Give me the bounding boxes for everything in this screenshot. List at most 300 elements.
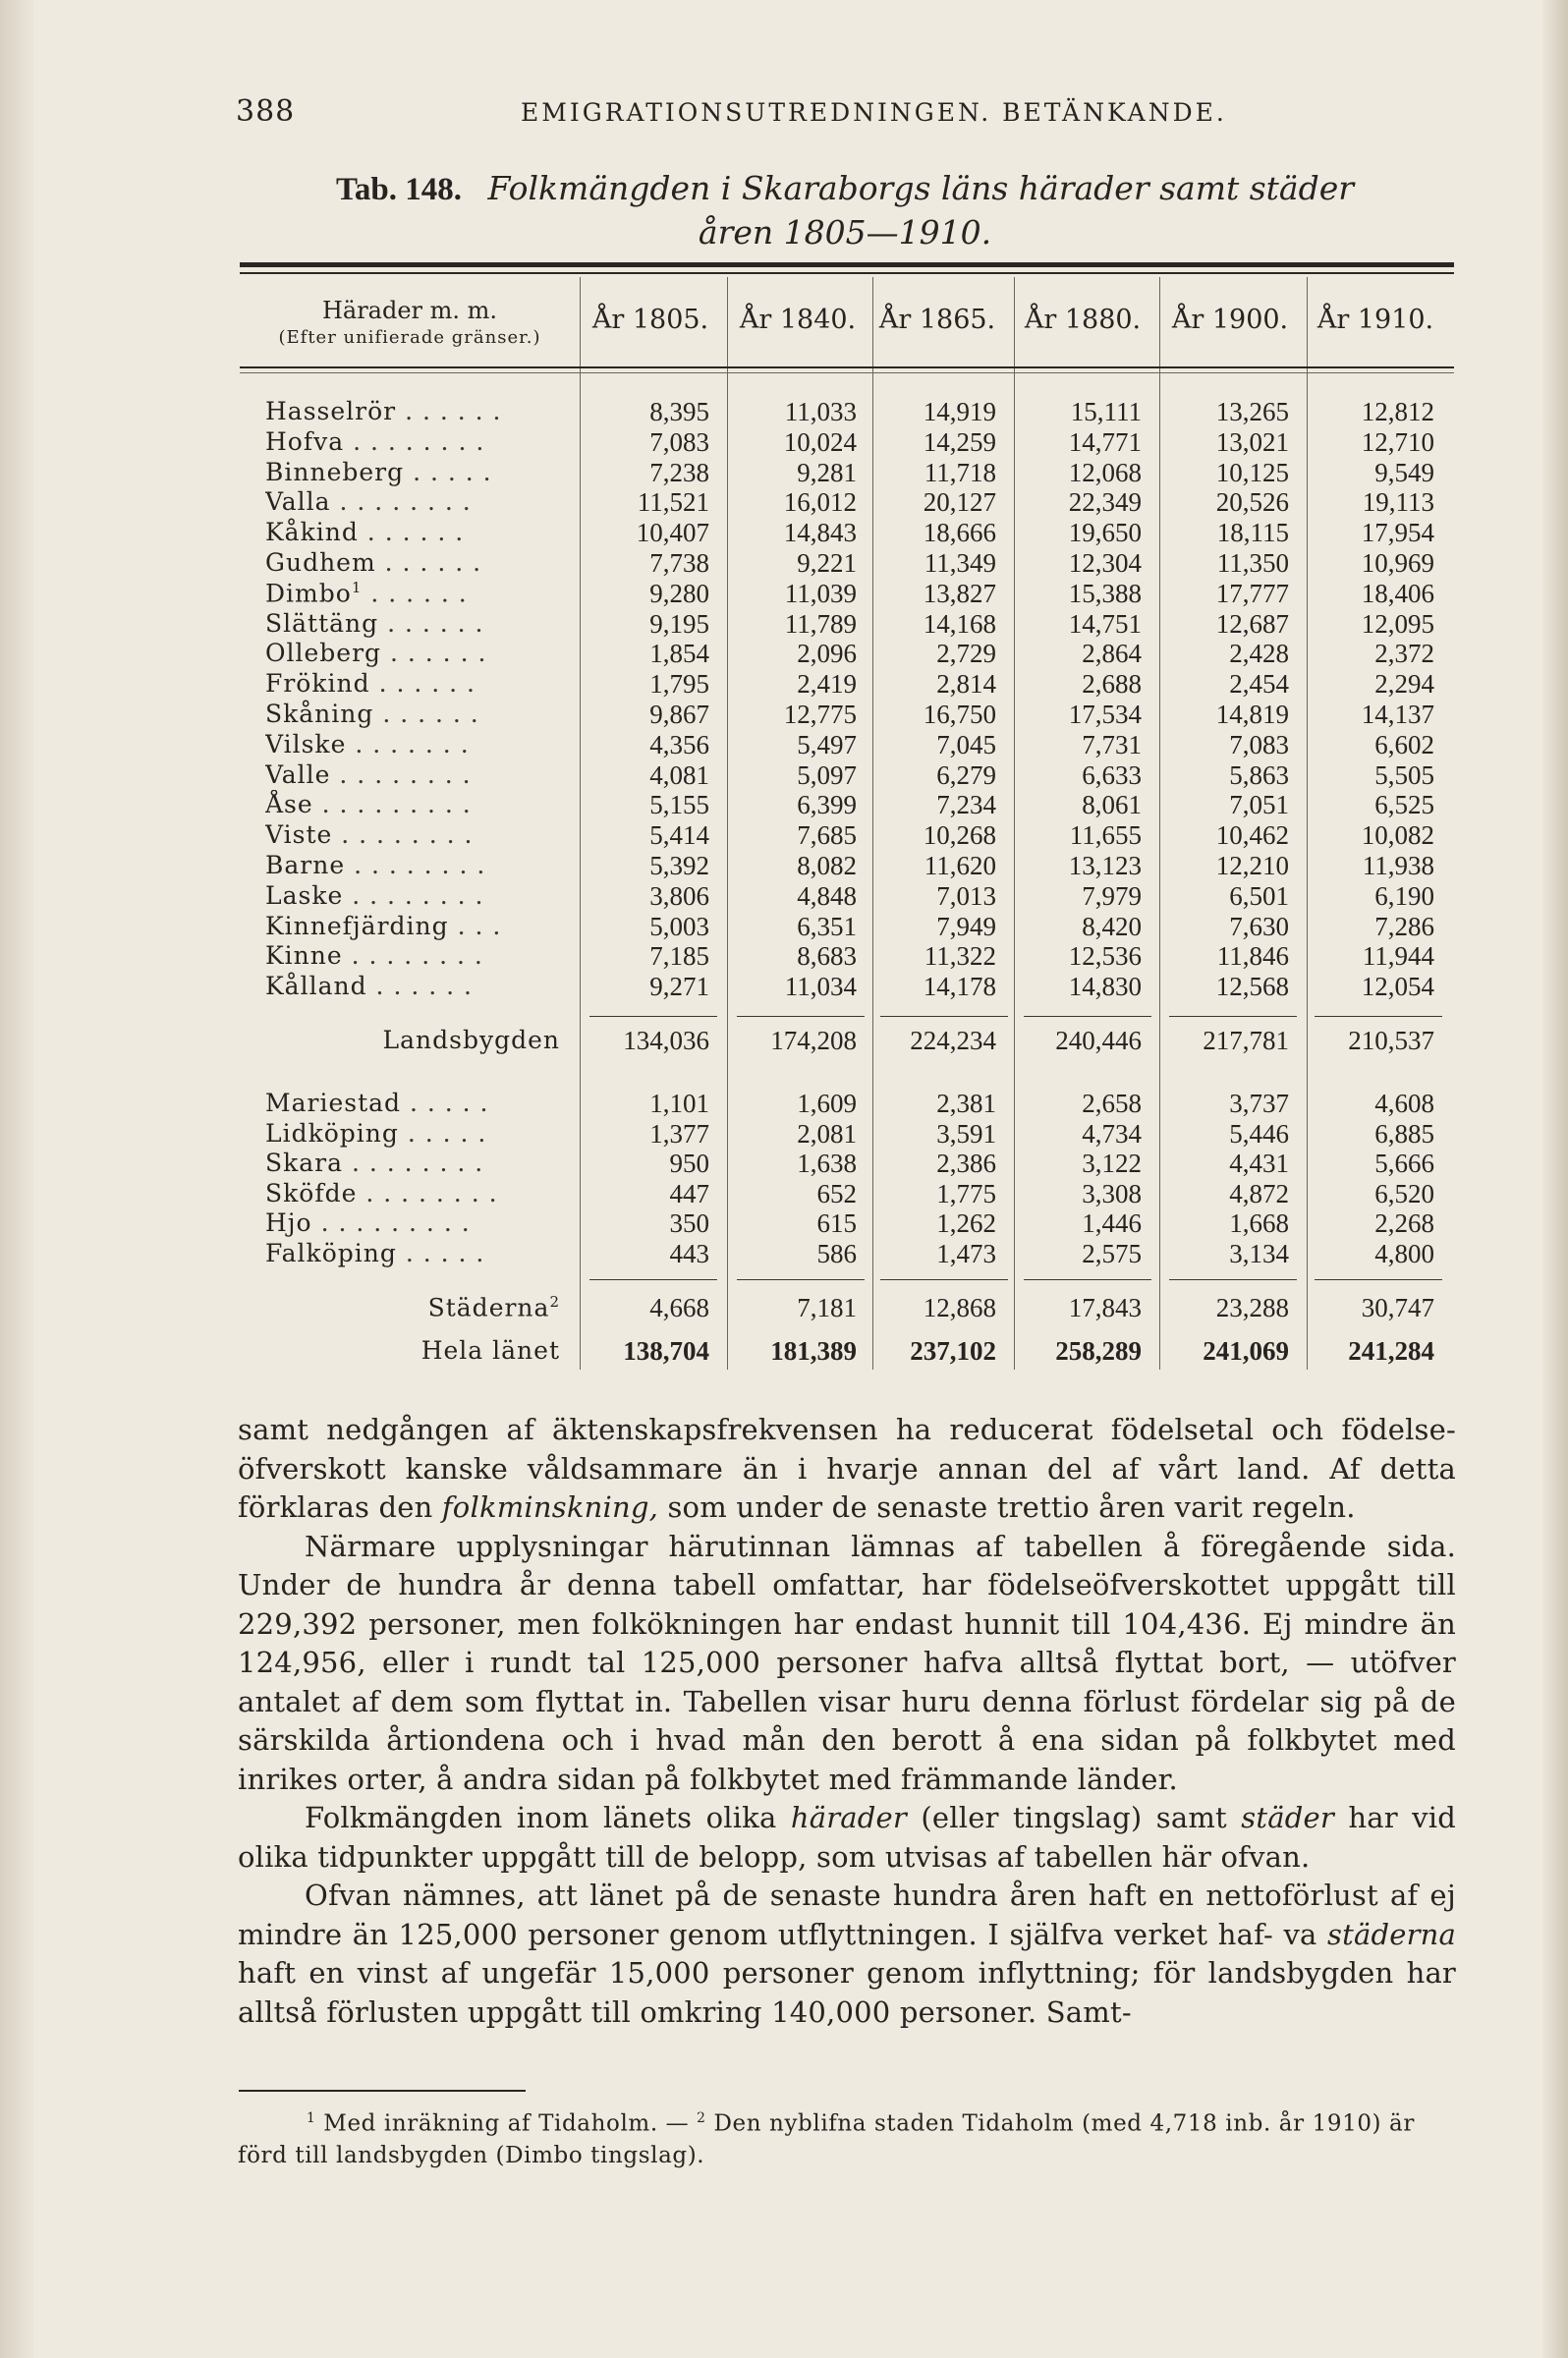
harad-row-cell: 10,407 [636,518,709,547]
row-name: Slättäng [265,609,379,638]
harad-row-cell: 6,190 [1374,881,1434,911]
summary-label-text: Landsbygden [382,1026,560,1054]
footnote-1-mark: 1 [307,2110,316,2126]
harad-row-cell: 11,350 [1216,548,1289,578]
leader-dots: . . . . . . [378,669,476,698]
harad-row-cell: 18,666 [923,518,996,547]
harad-row-cell: 12,775 [783,700,857,729]
harad-row-cell: 2,419 [797,669,857,699]
harad-row-cell: 2,688 [1082,669,1142,699]
harad-row-cell: 9,867 [649,700,709,729]
paragraph-3-end: har vid olika tidpunkter uppgått till de belopp, som utvisas af tabellen här ofvan. [238,1801,1457,1874]
row-name: Dimbo [265,579,352,608]
row-label [265,487,580,516]
header-rule [240,366,1454,368]
first-column-subtitle: (Efter unifierade gränser.) [278,327,541,348]
harad-row-cell: 7,083 [1229,730,1289,759]
harad-row-cell: 6,501 [1229,881,1289,911]
table-top-rule [240,262,1454,267]
row-label [265,1208,580,1237]
harad-row-cell: 2,814 [936,669,996,699]
stad-row-cell: 447 [669,1179,709,1208]
harad-row-cell: 13,827 [923,579,996,608]
harad-row-cell: 17,534 [1068,700,1142,729]
harad-row-cell: 8,082 [797,851,857,880]
row-label [265,1089,580,1117]
stad-row-cell: 2,081 [797,1119,857,1149]
table-caption-line2: åren 1805—1910. [698,213,992,252]
harad-row-cell: 7,630 [1229,912,1289,941]
sum-rule [1024,1279,1151,1280]
row-name: Hofva [265,427,345,456]
leader-dots: . . . . . . . . [352,1149,484,1177]
harad-row-cell: 13,021 [1215,427,1289,457]
harad-row-cell: 8,061 [1082,790,1142,819]
stad-row-cell: 950 [669,1149,709,1178]
harad-row-cell: 12,054 [1361,972,1434,1001]
landsbygden-row-cell: 240,446 [1055,1026,1142,1055]
leader-dots: . . . . . . [387,609,484,638]
leader-dots: . . . [457,912,502,940]
stad-row-cell: 4,800 [1374,1239,1434,1268]
sum-rule [880,1279,1008,1280]
harad-row-cell: 14,137 [1361,700,1434,729]
harad-row-cell: 6,399 [797,790,857,819]
harad-row-cell: 11,846 [1216,941,1289,971]
harad-row-cell: 11,944 [1362,941,1434,971]
staderna-row-cell: 4,668 [649,1293,709,1322]
paragraph-3-emphasis-2: städer [1241,1801,1334,1834]
row-name: Binneberg [265,458,405,486]
paragraph-3-text: Folkmängden inom länets olika [305,1801,791,1834]
harad-row-cell: 14,830 [1068,972,1142,1001]
row-label [265,639,580,667]
harad-row-cell: 15,111 [1070,397,1142,426]
leader-dots: . . . . . . [384,548,482,577]
hela-lanet-row-cell: 138,704 [623,1336,709,1366]
first-column-header [257,297,562,352]
row-label [265,972,580,1000]
stad-row-cell: 1,609 [797,1089,857,1118]
footnote-ref: 1 [351,579,363,596]
running-title: EMIGRATIONSUTREDNINGEN. BETÄNKANDE. [521,98,1227,127]
leader-dots: . . . . . . [370,579,468,608]
harad-row-cell: 4,081 [649,760,709,790]
leader-dots: . . . . . . . . [354,851,486,879]
harad-row-cell: 2,454 [1229,669,1289,699]
hela-lanet-row-cell: 181,389 [770,1336,857,1366]
stad-row-cell: 3,737 [1229,1089,1289,1118]
row-label [265,941,580,970]
harad-row-cell: 4,848 [797,881,857,911]
harad-row-cell: 16,750 [923,700,996,729]
stad-row-cell: 3,122 [1082,1149,1142,1178]
hela-lanet-row-cell: 241,284 [1348,1336,1434,1366]
harad-row-cell: 12,687 [1215,609,1289,639]
table-caption [275,167,1415,254]
paragraph-3-mid: (eller tingslag) samt [906,1801,1242,1834]
stad-row-cell: 6,520 [1374,1179,1434,1208]
hela-lanet-row-cell: 241,069 [1203,1336,1289,1366]
stad-row-cell: 3,591 [936,1119,996,1149]
harad-row-cell: 2,096 [797,639,857,668]
harad-row-cell: 7,013 [936,881,996,911]
paragraph-4 [238,1877,1456,2032]
row-label [265,730,580,758]
sum-rule [589,1016,717,1017]
summary-label-text: Städerna [427,1293,550,1322]
summary-label-text: Hela länet [420,1336,560,1365]
running-header [236,94,1474,134]
leader-dots: . . . . . [413,458,492,486]
year-header: År 1910. [1316,305,1434,335]
row-label [265,579,580,607]
leader-dots: . . . . . . . . [365,1179,498,1207]
summary-label [257,1293,560,1321]
row-name: Valle [265,760,331,789]
row-name: Skåning [265,700,374,728]
row-label [265,760,580,789]
harad-row-cell: 10,462 [1215,820,1289,850]
sum-rule [1315,1016,1442,1017]
leader-dots: . . . . . [405,1239,485,1267]
harad-row-cell: 5,497 [797,730,857,759]
stad-row-cell: 615 [816,1208,857,1238]
harad-row-cell: 7,083 [649,427,709,457]
footnote-text [238,2103,1456,2171]
hela-lanet-row-cell: 258,289 [1055,1336,1142,1366]
stad-row-cell: 1,101 [649,1089,709,1118]
row-label [265,912,580,940]
row-label [265,881,580,910]
row-name: Laske [265,881,344,910]
harad-row-cell: 5,097 [797,760,857,790]
footnotes [238,2103,1456,2171]
harad-row-cell: 3,806 [649,881,709,911]
harad-row-cell: 7,949 [936,912,996,941]
paragraph-1 [238,1411,1456,1528]
row-label [265,1149,580,1177]
harad-row-cell: 7,234 [936,790,996,819]
row-name: Valla [265,487,331,516]
staderna-row-cell: 23,288 [1215,1293,1289,1322]
stad-row-cell: 4,872 [1229,1179,1289,1208]
harad-row-cell: 12,068 [1068,458,1142,487]
leader-dots: . . . . . [407,1119,487,1148]
harad-row-cell: 5,863 [1229,760,1289,790]
summary-label [257,1336,560,1365]
stad-row-cell: 2,381 [936,1089,996,1118]
harad-row-cell: 9,281 [797,458,857,487]
paragraph-4-end: haft en vinst af ungefär 15,000 personer genom inflyttning; för landsbygden har alltså förlusten uppgått till omkring 140,000 personer. Samt- [238,1956,1456,2029]
table-number: Tab. 148. [335,172,463,207]
harad-row-cell: 14,919 [923,397,996,426]
harad-row-cell: 11,620 [924,851,996,880]
staderna-row-cell: 17,843 [1068,1293,1142,1322]
harad-row-cell: 8,683 [797,941,857,971]
harad-row-cell: 5,003 [649,912,709,941]
row-label [265,548,580,577]
harad-row-cell: 7,979 [1082,881,1142,911]
row-name: Olleberg [265,639,382,667]
harad-row-cell: 15,388 [1068,579,1142,608]
harad-row-cell: 11,039 [784,579,857,608]
harad-row-cell: 10,268 [923,820,996,850]
harad-row-cell: 7,738 [649,548,709,578]
harad-row-cell: 11,655 [1069,820,1142,850]
stad-row-cell: 1,668 [1229,1208,1289,1238]
harad-row-cell: 8,395 [649,397,709,426]
sum-rule [1315,1279,1442,1280]
row-name: Frökind [265,669,370,698]
harad-row-cell: 11,322 [924,941,996,971]
harad-row-cell: 6,633 [1082,760,1142,790]
harad-row-cell: 12,710 [1361,427,1434,457]
leader-dots: . . . . . . . . [351,941,483,970]
harad-row-cell: 11,789 [784,609,857,639]
footnote-2-mark: 2 [697,2110,706,2126]
table-top-rule-thin [240,272,1454,274]
harad-row-cell: 12,812 [1361,397,1434,426]
sum-rule [1169,1016,1297,1017]
stad-row-cell: 3,308 [1082,1179,1142,1208]
harad-row-cell: 17,777 [1215,579,1289,608]
harad-row-cell: 12,568 [1215,972,1289,1001]
harad-row-cell: 20,127 [923,487,996,517]
sum-rule [1169,1279,1297,1280]
stad-row-cell: 4,431 [1229,1149,1289,1178]
harad-row-cell: 12,304 [1068,548,1142,578]
stad-row-cell: 350 [669,1208,709,1238]
harad-row-cell: 7,731 [1082,730,1142,759]
stad-row-cell: 443 [669,1239,709,1268]
footnote-2: Den nyblifna staden Tidaholm (med 4,718 inb. år 1910) är förd till landsbygden (Dimbo tingslag). [238,2110,1415,2168]
row-name: Skara [265,1149,344,1177]
harad-row-cell: 1,795 [649,669,709,699]
harad-row-cell: 14,168 [923,609,996,639]
row-name: Gudhem [265,548,376,577]
leader-dots: . . . . . . [405,397,502,425]
row-name: Åse [265,790,313,818]
row-name: Falköping [265,1239,397,1267]
harad-row-cell: 14,259 [923,427,996,457]
harad-row-cell: 18,406 [1361,579,1434,608]
stad-row-cell: 5,446 [1229,1119,1289,1149]
paragraph-4-emphasis: städerna [1327,1917,1456,1951]
stad-row-cell: 2,386 [936,1149,996,1178]
row-name: Sköfde [265,1179,358,1207]
row-label [265,518,580,546]
stad-row-cell: 1,446 [1082,1208,1142,1238]
paragraph-1-text: samt nedgången af äktenskapsfrekvensen ha reducerat födelsetal och födelse- öfverskott kanske våldsammare än i hvarje annan del af vårt land. Af detta förklaras den [238,1413,1456,1524]
harad-row-cell: 9,221 [797,548,857,578]
harad-row-cell: 13,123 [1068,851,1142,880]
harad-row-cell: 8,420 [1082,912,1142,941]
staderna-row-cell: 30,747 [1361,1293,1434,1322]
stad-row-cell: 652 [816,1179,857,1208]
paragraph-1-emphasis: folkminskning, [441,1490,659,1524]
harad-row-cell: 2,294 [1374,669,1434,699]
harad-row-cell: 10,969 [1361,548,1434,578]
row-label [265,1239,580,1267]
sum-rule [737,1279,865,1280]
row-name: Kinnefjärding [265,912,449,940]
leader-dots: . . . . . . [390,639,487,667]
page-edge-right [1542,0,1568,2358]
harad-row-cell: 7,051 [1229,790,1289,819]
leader-dots: . . . . . . . . [339,487,472,516]
harad-row-cell: 7,685 [797,820,857,850]
row-label [265,458,580,486]
harad-row-cell: 22,349 [1068,487,1142,517]
row-label [265,700,580,728]
leader-dots: . . . . . . . . [339,760,472,789]
harad-row-cell: 6,279 [936,760,996,790]
harad-row-cell: 10,024 [783,427,857,457]
leader-dots: . . . . . . . . . [321,790,472,818]
sum-rule [1024,1016,1151,1017]
leader-dots: . . . . . [409,1089,489,1117]
harad-row-cell: 5,505 [1374,760,1434,790]
row-label [265,820,580,849]
harad-row-cell: 11,521 [637,487,709,517]
row-name: Hjo [265,1208,312,1237]
harad-row-cell: 12,536 [1068,941,1142,971]
landsbygden-row-cell: 210,537 [1348,1026,1434,1055]
stad-row-cell: 5,666 [1374,1149,1434,1178]
stad-row-cell: 1,473 [936,1239,996,1268]
harad-row-cell: 9,549 [1374,458,1434,487]
harad-row-cell: 10,125 [1215,458,1289,487]
sum-rule [737,1016,865,1017]
harad-row-cell: 6,351 [797,912,857,941]
harad-row-cell: 6,602 [1374,730,1434,759]
row-label [265,1119,580,1148]
row-name: Kinne [265,941,343,970]
harad-row-cell: 20,526 [1215,487,1289,517]
harad-row-cell: 7,185 [649,941,709,971]
row-name: Viste [265,820,333,849]
leader-dots: . . . . . . . [355,730,470,758]
leader-dots: . . . . . . [382,700,479,728]
harad-row-cell: 11,938 [1362,851,1434,880]
paragraph-1-end: som under de senaste trettio åren varit regeln. [658,1490,1356,1524]
year-header: År 1805. [591,305,709,335]
stad-row-cell: 2,575 [1082,1239,1142,1268]
leader-dots: . . . . . . . . [353,427,485,456]
harad-row-cell: 14,751 [1068,609,1142,639]
row-name: Vilske [265,730,347,758]
paragraph-3-emphasis-1: härader [790,1801,907,1834]
harad-row-cell: 12,095 [1361,609,1434,639]
harad-row-cell: 14,178 [923,972,996,1001]
sum-rule [589,1279,717,1280]
body-text [238,1411,1456,2032]
stad-row-cell: 1,262 [936,1208,996,1238]
harad-row-cell: 14,843 [783,518,857,547]
landsbygden-row-cell: 134,036 [623,1026,709,1055]
paragraph-3 [238,1799,1456,1877]
harad-row-cell: 4,356 [649,730,709,759]
harad-row-cell: 1,854 [649,639,709,668]
leader-dots: . . . . . . [366,518,465,546]
harad-row-cell: 7,238 [649,458,709,487]
stad-row-cell: 2,268 [1374,1208,1434,1238]
year-header: År 1865. [878,305,996,335]
stad-row-cell: 6,885 [1374,1119,1434,1149]
leader-dots: . . . . . . [375,972,473,1000]
harad-row-cell: 17,954 [1361,518,1434,547]
harad-row-cell: 2,864 [1082,639,1142,668]
footnote-1: Med inräkning af Tidaholm. — [315,2110,698,2137]
row-label [265,1179,580,1207]
row-label [265,427,580,456]
landsbygden-row-cell: 174,208 [770,1026,857,1055]
landsbygden-row-cell: 224,234 [910,1026,996,1055]
harad-row-cell: 11,033 [784,397,857,426]
first-column-title: Härader m. m. [321,297,498,324]
page-number: 388 [236,94,296,129]
stad-row-cell: 3,134 [1229,1239,1289,1268]
staderna-row-cell: 7,181 [797,1293,857,1322]
paragraph-2: Närmare upplysningar härutinnan lämnas af tabellen å föregående sida. Under de hundra år denna tabell omfattar, har födelseöfverskottet uppgått till 229,392 personer, men folkökningen har endast hunnit till 104,436. Ej mindre än 124,956, eller i rundt tal 125,000 personer hafva alltså flyttat bort, — utöfver antalet af dem som flyttat in. Tabellen visar huru denna förlust fördelar sig på de särskilda årtiondena och i hvad mån den berott å ena sidan på folkbytet med inrikes orter, å andra sidan på folkbytet med främmande länder. [238,1529,1456,1796]
landsbygden-row-cell: 217,781 [1203,1026,1289,1055]
harad-row-cell: 7,045 [936,730,996,759]
harad-row-cell: 7,286 [1374,912,1434,941]
page-edge-left [0,0,33,2358]
harad-row-cell: 14,819 [1215,700,1289,729]
harad-row-cell: 19,650 [1068,518,1142,547]
harad-row-cell: 14,771 [1068,427,1142,457]
paragraph-4-text: Ofvan nämnes, att länet på de senaste hundra åren haft en nettoförlust af ej mindre än 125,000 personer genom utflyttningen. I själfva verket haf- va [238,1879,1456,1951]
harad-row-cell: 11,034 [784,972,857,1001]
row-name: Kålland [265,972,367,1000]
leader-dots: . . . . . . . . [352,881,484,910]
row-name: Lidköping [265,1119,399,1148]
harad-row-cell: 5,392 [649,851,709,880]
harad-row-cell: 6,525 [1374,790,1434,819]
harad-row-cell: 9,280 [649,579,709,608]
harad-row-cell: 5,414 [649,820,709,850]
row-label [265,397,580,425]
row-name: Barne [265,851,346,879]
harad-row-cell: 9,195 [649,609,709,639]
harad-row-cell: 11,349 [924,548,996,578]
summary-label [257,1026,560,1054]
leader-dots: . . . . . . . . . [320,1208,471,1237]
row-name: Hasselrör [265,397,397,425]
harad-row-cell: 13,265 [1215,397,1289,426]
header-rule-thin [240,372,1454,373]
sum-rule [880,1016,1008,1017]
row-label [265,851,580,879]
harad-row-cell: 9,271 [649,972,709,1001]
footnote-rule [239,2090,526,2092]
table-caption-line1: Folkmängden i Skaraborgs läns härader samt städer [487,169,1355,207]
harad-row-cell: 2,428 [1229,639,1289,668]
harad-row-cell: 19,113 [1362,487,1434,517]
harad-row-cell: 2,729 [936,639,996,668]
harad-row-cell: 12,210 [1215,851,1289,880]
row-name: Kåkind [265,518,359,546]
stad-row-cell: 586 [816,1239,857,1268]
year-header: År 1900. [1171,305,1289,335]
row-label [265,609,580,638]
stad-row-cell: 1,775 [936,1179,996,1208]
year-header: År 1880. [1024,305,1142,335]
row-label [265,669,580,698]
harad-row-cell: 18,115 [1216,518,1289,547]
